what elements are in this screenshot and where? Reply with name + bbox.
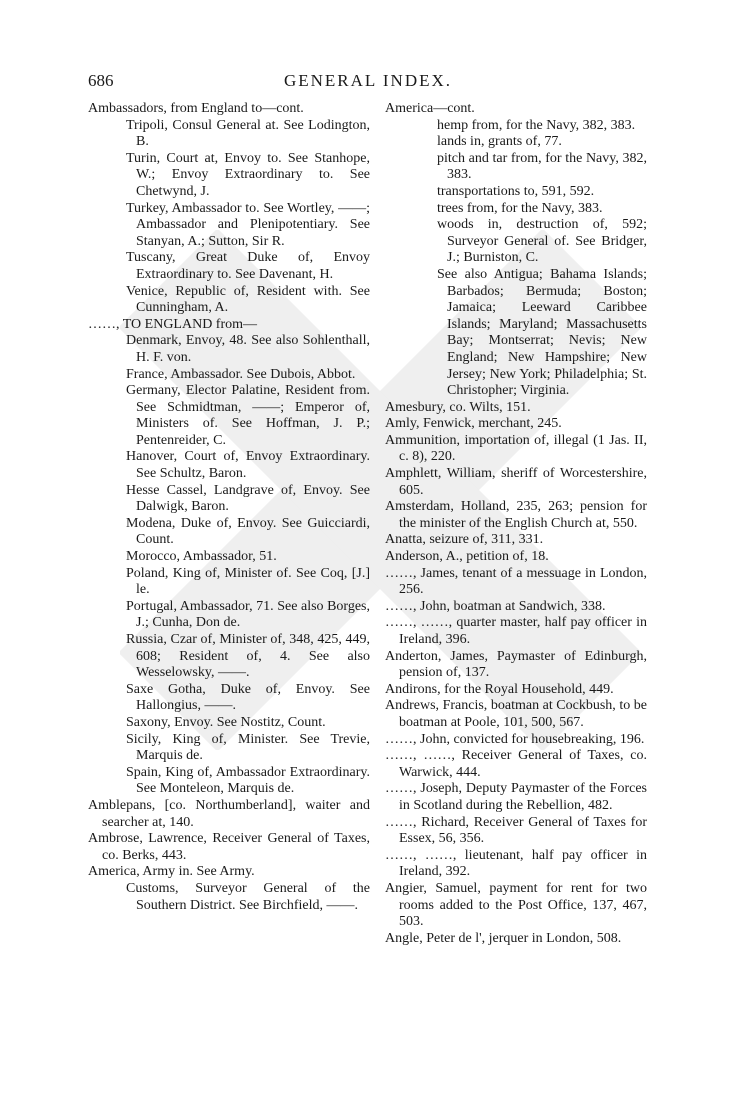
index-entry: Ambassadors, from England to—cont. [88,101,304,116]
index-entry: Ammunition, importation of, illegal (1 Jas. II, c. 8), 220. [385,432,647,465]
index-entry: Sicily, King of, Minister. See Trevie, Marquis de. [126,731,370,764]
index-entry: hemp from, for the Navy, 382, 383. [437,117,636,133]
index-entry: Portugal, Ambassador, 71. See also Borges, J.; Cunha, Don de. [126,598,370,631]
index-entry: ……, John, convicted for housebreaking, 196. [385,731,645,747]
index-entry: ……, Joseph, Deputy Paymaster of the Forces in Scotland during the Rebellion, 482. [385,781,647,813]
index-entry: Andrews, Francis, boatman at Cockbush, to be boatman at Poole, 101, 500, 567. [385,698,647,730]
index-entry: ……, John, boatman at Sandwich, 338. [385,598,606,614]
index-entry: Anatta, seizure of, 311, 331. [385,532,544,548]
index-entry: trees from, for the Navy, 383. [437,200,603,216]
index-entry: Russia, Czar of, Minister of, 348, 425, 449, 608; Resident of, 4. See also Wesselowsky, ——. [126,632,370,681]
index-entry: ……, ……, quarter master, half pay officer in Ireland, 396. [385,615,647,647]
index-entry: Saxe Gotha, Duke of, Envoy. See Hallongius, ——. [126,681,370,714]
index-entry: Modena, Duke of, Envoy. See Guicciardi, Count. [126,515,370,548]
index-entry: Amsterdam, Holland, 235, 263; pension for the minister of the English Church at, 550. [385,499,647,531]
index-entry: Germany, Elector Palatine, Resident from. See Schmidtman, ——; Emperor of, Ministers of. See Hoffman, J. P.; Pentenreider, C. [126,383,370,448]
index-entry: woods in, destruction of, 592; Surveyor General of. See Bridger, J.; Burniston, C. [437,217,647,266]
index-entry: Tripoli, Consul General at. See Lodington, B. [126,117,370,150]
index-entry: France, Ambassador. See Dubois, Abbot. [126,366,356,382]
index-entry: Amblepans, [co. Northumberland], waiter and searcher at, 140. [88,797,370,830]
index-entry: See also Antigua; Bahama Islands; Barbados; Bermuda; Boston; Jamaica; Leeward Caribbee Islands; Maryland; Massachusetts Bay; Montserrat; Nevis; New England; New Hampshire; New Jersey; New York; Philadelphia; St. Christopher; Virginia. [437,266,647,399]
index-entry: Anderton, James, Paymaster of Edinburgh, pension of, 137. [385,648,647,681]
index-entry: Turin, Court at, Envoy to. See Stanhope, W.; Envoy Extraordinary to. See Chetwynd, J. [126,150,370,199]
index-entry: Hanover, Court of, Envoy Extraordinary. See Schultz, Baron. [126,449,370,482]
index-entry: Spain, King of, Ambassador Extraordinary. See Monteleon, Marquis de. [126,764,370,797]
index-entry: Amphlett, William, sheriff of Worcestershire, 605. [385,466,647,498]
index-entry: ……, James, tenant of a messuage in London, 256. [385,565,647,598]
index-entry: Ambrose, Lawrence, Receiver General of Taxes, co. Berks, 443. [88,831,370,863]
index-entry: Denmark, Envoy, 48. See also Sohlenthall, H. F. von. [126,333,370,365]
index-entry: ……, Richard, Receiver General of Taxes for Essex, 56, 356. [385,814,647,847]
index-entry: Customs, Surveyor General of the Southern District. See Birchfield, ——. [126,880,370,913]
index-entry: Angier, Samuel, payment for rent for two rooms added to the Post Office, 137, 467, 503. [385,880,647,930]
right-column [385,101,647,947]
index-entry: Amesbury, co. Wilts, 151. [385,399,531,415]
page-title: GENERAL INDEX. [283,71,453,90]
index-entry: Amly, Fenwick, merchant, 245. [385,416,562,432]
index-entry: lands in, grants of, 77. [437,134,562,150]
index-entry: transportations to, 591, 592. [437,183,595,199]
index-entry: Tuscany, Great Duke of, Envoy Extraordinary to. See Davenant, H. [126,250,370,282]
index-entry: America—cont. [385,101,475,116]
index-entry: ……, ……, lieutenant, half pay officer in Ireland, 392. [385,847,647,880]
index-entry: Angle, Peter de l', jerquer in London, 508. [385,930,622,946]
index-entry: America, Army in. See Army. [88,864,255,880]
index-entry: ……, ……, Receiver General of Taxes, co. Warwick, 444. [385,748,647,780]
index-entry: Morocco, Ambassador, 51. [126,549,277,565]
index-entry: Turkey, Ambassador to. See Wortley, ——; Ambassador and Plenipotentiary. See Stanyan, A.; Sutton, Sir R. [126,200,370,249]
index-entry: Hesse Cassel, Landgrave of, Envoy. See Dalwigk, Baron. [126,482,370,515]
left-column [88,101,370,914]
index-entry: Andirons, for the Royal Household, 449. [385,681,614,697]
page-header [88,71,648,95]
index-entry: Anderson, A., petition of, 18. [385,549,549,565]
index-entry: Poland, King of, Minister of. See Coq, [J.] le. [126,565,370,598]
index-entry: Venice, Republic of, Resident with. See Cunningham, A. [126,283,370,316]
index-entry: ……, TO ENGLAND from— [88,316,258,332]
index-entry: pitch and tar from, for the Navy, 382, 383. [437,150,647,183]
index-entry: Saxony, Envoy. See Nostitz, Count. [126,714,326,730]
page-number: 686 [88,71,114,90]
